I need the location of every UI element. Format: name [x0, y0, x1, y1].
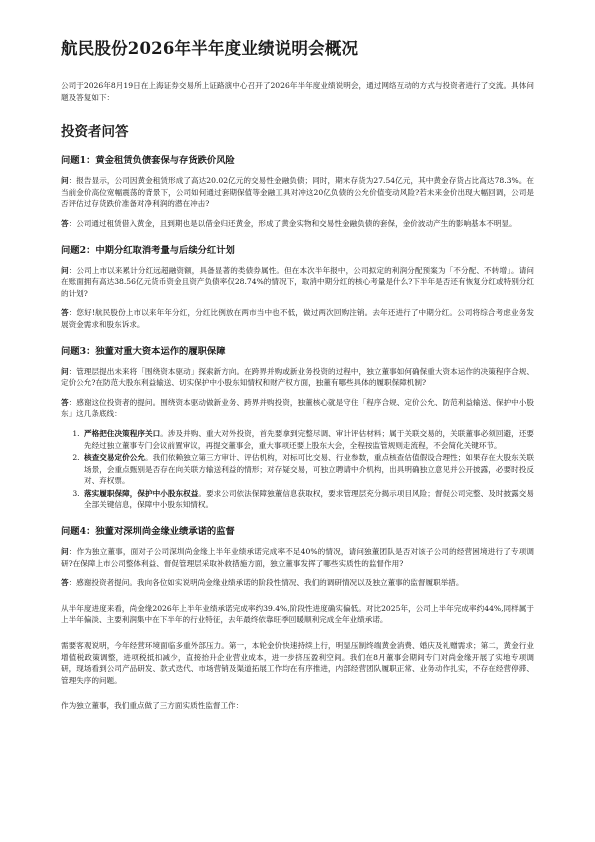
question-heading: 问题1：黄金租赁负债套保与存货跌价风险	[61, 155, 235, 167]
question-heading: 问题2：中期分红取消考量与后续分红计划	[61, 244, 235, 256]
question-heading: 问题4：独董对深圳尚金缘业绩承诺的监督	[61, 526, 235, 538]
answer-text: 答：感谢投资者提问。我向各位如实说明尚金缘业绩承诺的阶段性情况、我们的调研情况以及独立董事的监督履职举措。	[61, 578, 464, 588]
answer-paragraph: 需要客观说明，今年经营环境面临多重外部压力。第一，本轮金价快速持续上行，明显压制终端黄金消费、婚庆及礼赠需求；第二，黄金行业增值税政策调整，进项税抵扣减少，直接抬升企业营业成本，进一步挤压盈利空间。我们在8月董事会期间专门对尚金缘开展了实地专项调研，现场看到公司产品研发、款式迭代、市场营销及渠道拓展工作均在有序推进，内部经营团队履职正常、业务动作扎实，不存在经营停滞、管理失序的问题。	[61, 641, 534, 685]
section-title: 投资者问答	[61, 124, 129, 141]
intro-paragraph: 公司于2026年8月19日在上海证券交易所上证路演中心召开了2026年半年度业绩说明会，通过网络互动的方式与投资者进行了交流。具体问题及答复如下：	[61, 81, 534, 102]
answer-paragraph: 从半年度进度来看，尚金缘2026年上半年业绩承诺完成率约39.4%,阶段性进度确实偏低。对比2025年，公司上半年完成率约44%,同样属于上半年偏淡、主要利润集中在下半年的行业特征，去年最终依靠旺季回暖顺利完成全年业绩承诺。	[61, 603, 534, 625]
question-text: 问：管理层提出未来将「围绕资本驱动」探索新方向。在跨界并购或新业务投资的过程中，独立董事如何确保重大资本运作的决策程序合规、定价公允?在防范大股东利益输送、切实保护中小股东知情权和财产权方面，独董有哪些具体的履职保障机制?	[61, 366, 535, 388]
list-item: 1. 严格把住决策程序关口。涉及并购、重大对外投资，首先要拿到完整尽调、审计评估材料；属于关联交易的，关联董事必须回避，还要先经过独立董事专门会议前置审议，再提交董事会，重大事项还要上股东大会，全程按监管规则走流程，不会简化关键环节。	[82, 428, 534, 451]
question-text: 问：报告显示，公司因黄金租赁形成了高达20.02亿元的交易性金融负债；同时，期末存货为27.54亿元，其中黄金存货占比高达78.3%。在当前金价高位宽幅震荡的背景下，公司如何通过套期保值等金融工具对冲这20亿负债的公允价值变动风险?若未来金价出现大幅回调，公司是否评估过存货跌价准备对净利润的潜在冲击?	[61, 176, 534, 209]
answer-paragraph: 作为独立董事，我们重点做了三方面实质性监督工作：	[61, 701, 244, 711]
qa-block-4	[61, 525, 534, 712]
list-item: 3. 落实履职保障，保护中小股东权益。要求公司依法保障独董信息获取权，要求管理层充分揭示项目风险；督促公司完整、及时披露交易全部关键信息，保障中小股东知情权。	[82, 488, 534, 511]
document-title: 航民股份2026年半年度业绩说明会概况	[61, 39, 359, 58]
answer-points-list	[61, 428, 534, 511]
answer-text: 答：感谢这位投资者的提问。围绕资本驱动做新业务、跨界并购投资，独董核心就是守住「程序合规、定价公允、防范利益输送、保护中小股东」这几条底线：	[61, 397, 535, 419]
list-item: 2. 核查交易定价公允。我们依赖独立第三方审计、评估机构，对标可比交易、行业参数，重点核查估值假设合理性；如果存在大股东关联场景，会重点甄别是否存在向关联方输送利益的情形；对存疑交易，可独立聘请中介机构，出具明确独立意见并公开披露，必要时投反对、弃权票。	[82, 452, 534, 487]
answer-text: 答：公司通过租赁借入黄金，且到期也是以借金归还黄金，形成了黄金实物和交易性金融负债的套保，金价波动产生的影响基本不明显。	[61, 218, 517, 228]
qa-block-1	[61, 154, 534, 229]
question-heading: 问题3：独董对重大资本运作的履职保障	[61, 345, 226, 357]
question-text: 问：作为独立董事，面对子公司深圳尚金缘上半年业绩承诺完成率不足40%的情况，请问独董团队是否对该子公司的经营困境进行了专项调研?在保障上市公司整体利益、督促管理层采取补救措施方面，独立董事发挥了哪些实质性的监督作用?	[61, 547, 534, 568]
qa-block-3	[61, 345, 534, 512]
answer-text: 答：您好!航民股份上市以来年年分红，分红比例放在两市当中也不低，做过两次回购注销。去年还进行了中期分红。公司将综合考虑业务发展资金需求和股东诉求。	[61, 308, 535, 329]
qa-block-2	[61, 244, 534, 331]
question-text: 问：公司上市以来累计分红远超融资额，具备显著的类债券属性。但在本次半年报中，公司拟定的利润分配预案为「不分配、不转增」。请问在账面拥有高达38.56亿元货币资金且资产负债率仅28.74%的情况下，取消中期分红的核心考量是什么?下半年是否还有恢复分红或特别分红的计划?	[61, 265, 535, 298]
